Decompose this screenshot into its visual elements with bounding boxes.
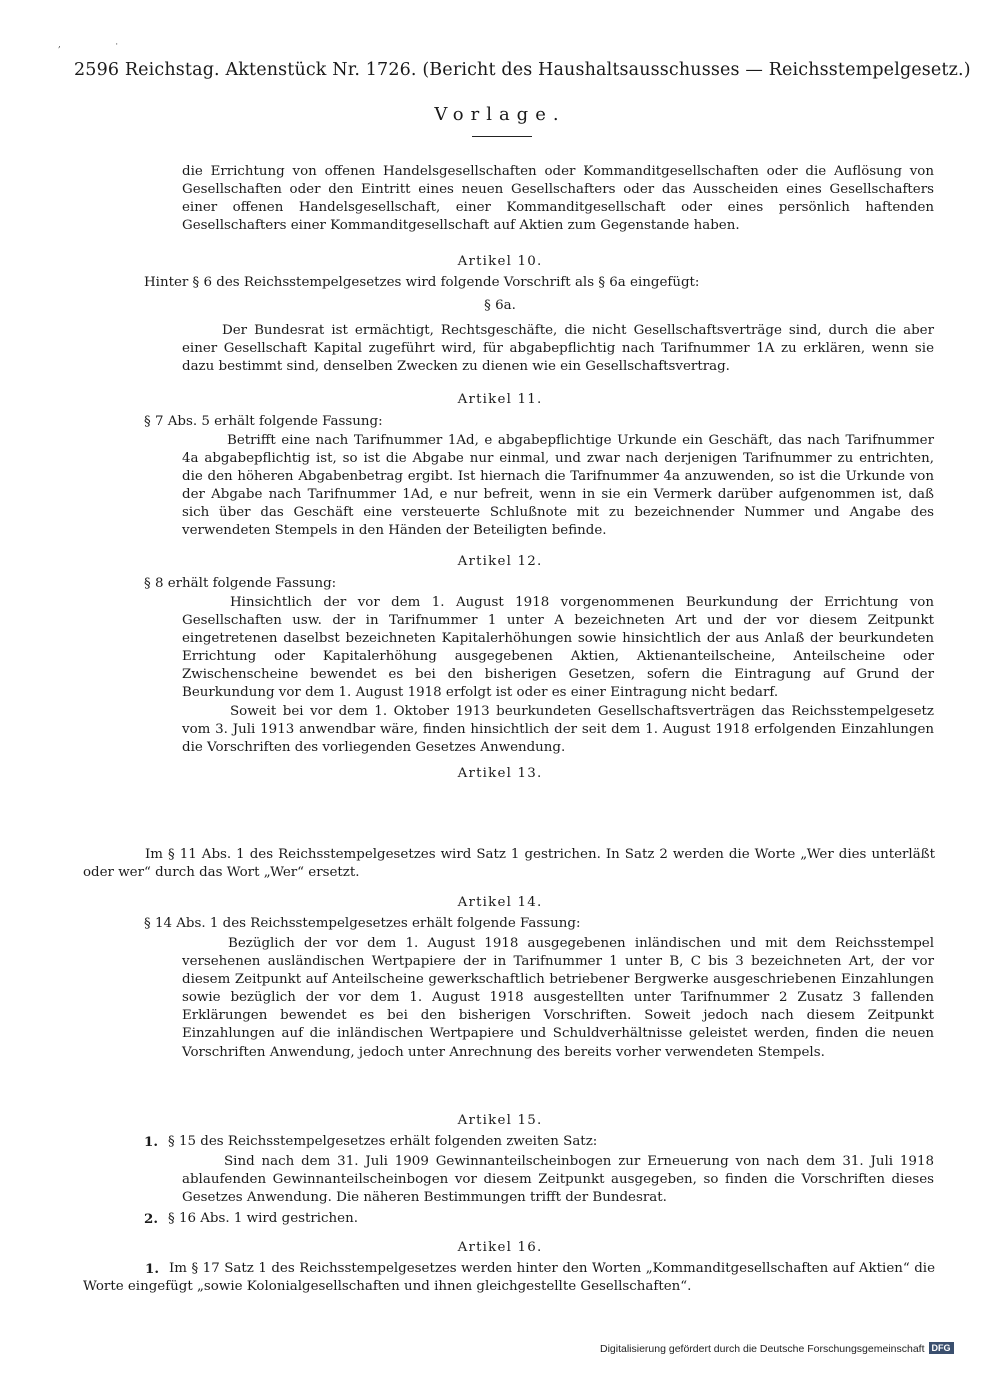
- footer-text: Digitalisierung gefördert durch die Deutsche Forschungsgemeinschaft: [600, 1343, 925, 1355]
- article-13-text: Im § 11 Abs. 1 des Reichsstempelgesetzes wird Satz 1 gestrichen. In Satz 2 werden die Worte „Wer dies unterläßt oder wer“ durch das Wort „Wer“ ersetzt.: [83, 847, 935, 881]
- article-10-line: Hinter § 6 des Reichsstempelgesetzes wird folgende Vorschrift als § 6a eingefügt:: [144, 275, 700, 290]
- article-16-text: Im § 17 Satz 1 des Reichsstempelgesetzes werden hinter den Worten „Kommanditgesellschaften auf Aktien“ die Worte eingefügt „sowie Kolonialgesellschaften und ihnen gleichgestellte Gesellschaften“.: [83, 1261, 935, 1295]
- article-14-text: Bezüglich der vor dem 1. August 1918 ausgegebenen inländischen und mit dem Reichsstempel versehenen ausländischen Wertpapiere der in Tarifnummer 1 unter B, C bis 3 bezeichneten Art, der vor diesem Zeitpunkt auf Anteilscheine gewerkschaftlich betriebener Bergwerke ausgeschriebenen Einzahlungen sowie bezüglich der vor dem 1. August 1918 ausgestellten unter Tarifnummer 2 Zusatz 3 fallenden Erklärungen bewendet es bei den bisherigen Vorschriften. Soweit jedoch nach diesem Zeitpunkt Einzahlungen auf die inländischen Wertpapiere und Schuldverhältnisse geleistet werden, finden die neuen Vorschriften Anwendung, jedoch unter Anrechnung des bereits vorher verwendeten Stempels.: [182, 936, 934, 1060]
- intro-paragraph: die Errichtung von offenen Handelsgesellschaften oder Kommanditgesellschaften oder die Auflösung von Gesellschaften oder den Eintritt eines neuen Gesellschafters oder das Ausscheiden eines Gesellschafters einer offenen Handelsgesellschaft, einer Kommanditgesellschaft oder eines persönlich haftenden Gesellschafters einer Kommanditgesellschaft auf Aktien zum Gegenstande haben.: [182, 164, 934, 234]
- article-11-line: § 7 Abs. 5 erhält folgende Fassung:: [144, 414, 383, 429]
- article-16-heading: Artikel 16.: [457, 1240, 543, 1255]
- article-10-text: Der Bundesrat ist ermächtigt, Rechtsgeschäfte, die nicht Gesellschaftsverträge sind, durch die aber einer Gesellschaft Kapital zugeführt wird, für abgabepflichtig nach Tarifnummer 1A zu erklären, wenn sie dazu bestimmt sind, denselben Zwecken zu dienen wie ein Gesellschaftsvertrag.: [182, 323, 934, 375]
- article-15-text: Sind nach dem 31. Juli 1909 Gewinnanteilscheinbogen zur Erneuerung von nach dem 31. Juli 1918 ablaufenden Gewinnanteilscheinbogen vor diesem Zeitpunkt ausgegeben, so finden die Vorschriften dieses Gesetzes Anwendung. Die näheren Bestimmungen trifft der Bundesrat.: [182, 1154, 934, 1206]
- running-header: 2596 Reichstag. Aktenstück Nr. 1726. (Bericht des Haushaltsausschusses — Reichsstempelgesetz.): [74, 60, 971, 80]
- article-10-sub: § 6a.: [484, 298, 516, 313]
- article-14-heading: Artikel 14.: [457, 895, 543, 910]
- article-13-heading: Artikel 13.: [457, 766, 543, 781]
- article-11-heading: Artikel 11.: [457, 392, 543, 407]
- article-15-heading: Artikel 15.: [457, 1113, 543, 1128]
- article-15-item-2-number: 2.: [144, 1211, 158, 1227]
- article-12-text-1: Hinsichtlich der vor dem 1. August 1918 vorgenommenen Beurkundung der Errichtung von Gesellschaften usw. der in Tarifnummer 1 unter A bezeichneten Art und der vor diesem Zeitpunkt eingetretenen daselbst bezeichneten Kapitalerhöhungen sowie hinsichtlich der aus Anlaß der beurkundeten Errichtung oder Kapitalerhöhung ausgegebenen Aktien, Aktienanteilscheine, Anteilscheine oder Zwischenscheine bewendet es bei den bisherigen Gesetzen, sofern die Eintragung auf Grund der Beurkundung vor dem 1. August 1918 erfolgt ist oder es einer Eintragung nicht bedarf.: [182, 595, 934, 701]
- article-12-text-2: Soweit bei vor dem 1. Oktober 1913 beurkundeten Gesellschaftsverträgen das Reichsstempelgesetz vom 3. Juli 1913 anwendbar wäre, finden hinsichtlich der seit dem 1. August 1918 erfolgenden Einzahlungen die Vorschriften des vorliegenden Gesetzes Anwendung.: [182, 704, 934, 756]
- corner-mark: , ·: [58, 40, 119, 50]
- article-16-item-1-number: 1.: [145, 1261, 159, 1277]
- article-11-text: Betrifft eine nach Tarifnummer 1Ad, e abgabepflichtige Urkunde ein Geschäft, das nach Tarifnummer 4a abgabepflichtig ist, so ist die Abgabe nur einmal, und zwar nach derjenigen Tarifnummer zu entrichten, die den höheren Abgabenbetrag ergibt. Ist hiernach die Tarifnummer 4a anzuwenden, so ist die Urkunde von der Abgabe nach Tarifnummer 1Ad, e nur befreit, wenn in sie ein Vermerk darüber aufgenommen ist, daß sich über das Geschäft eine versteuerte Schlußnote mit zu bezeichnender Nummer und Angabe des verwendeten Stempels in den Händen der Beteiligten befinde.: [182, 433, 934, 539]
- article-15-item-1-number: 1.: [144, 1134, 158, 1150]
- article-12-heading: Artikel 12.: [457, 554, 543, 569]
- title-rule: [472, 136, 532, 137]
- digitization-credit: [600, 1342, 954, 1355]
- article-14-line: § 14 Abs. 1 des Reichsstempelgesetzes erhält folgende Fassung:: [144, 916, 581, 931]
- article-15-item-1-line: § 15 des Reichsstempelgesetzes erhält folgenden zweiten Satz:: [168, 1134, 598, 1149]
- dfg-logo: DFG: [929, 1342, 954, 1354]
- page-title: Vorlage.: [434, 104, 566, 125]
- article-12-line: § 8 erhält folgende Fassung:: [144, 576, 337, 591]
- article-15-item-2-line: § 16 Abs. 1 wird gestrichen.: [168, 1211, 358, 1226]
- article-10-heading: Artikel 10.: [457, 254, 543, 269]
